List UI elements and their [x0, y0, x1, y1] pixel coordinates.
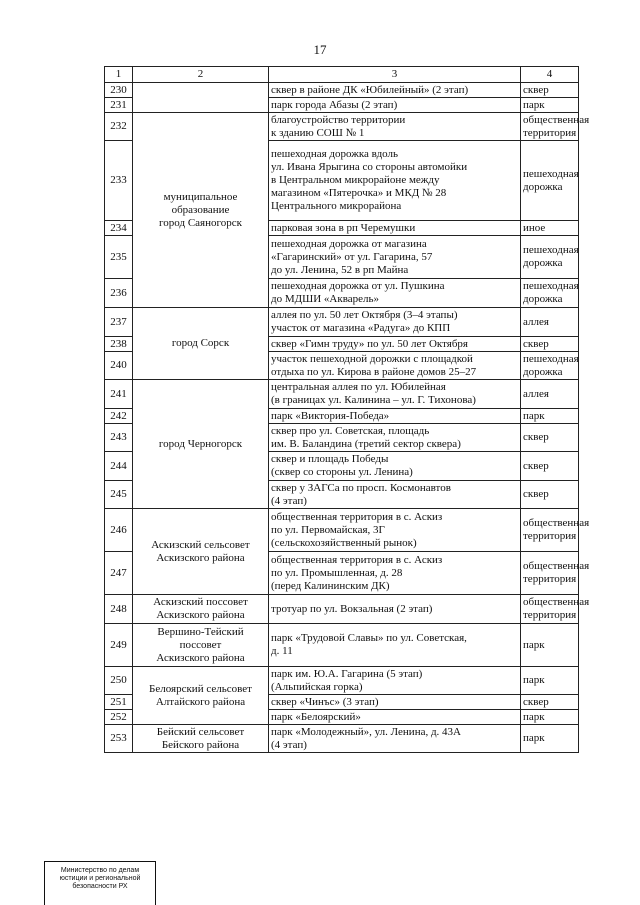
- header-cell-3: 3: [269, 67, 521, 83]
- row-number-cell: 230: [105, 83, 133, 98]
- object-name-cell: парк «Трудовой Славы» по ул. Советская, д. 11: [269, 624, 521, 667]
- header-cell-1: 1: [105, 67, 133, 83]
- object-type-cell: сквер: [521, 695, 579, 710]
- row-number-cell: 236: [105, 279, 133, 308]
- object-name-cell: парк «Виктория-Победа»: [269, 409, 521, 424]
- object-type-cell: общественная территория: [521, 552, 579, 595]
- table-row: [105, 595, 579, 624]
- municipality-cell: Белоярский сельсовет Алтайского района: [133, 667, 269, 725]
- object-name-cell: благоустройство территории к зданию СОШ № 1: [269, 113, 521, 141]
- row-number-cell: 234: [105, 221, 133, 236]
- municipality-cell: Аскизский поссовет Аскизского района: [133, 595, 269, 624]
- object-name-cell: общественная территория в с. Аскиз по ул. Первомайская, 3Г (сельскохозяйственный рынок): [269, 509, 521, 552]
- object-name-cell: парк «Белоярский»: [269, 710, 521, 725]
- object-name-cell: пешеходная дорожка от ул. Пушкина до МДШИ «Акварель»: [269, 279, 521, 308]
- object-type-cell: сквер: [521, 424, 579, 452]
- row-number-cell: 237: [105, 308, 133, 337]
- row-number-cell: 243: [105, 424, 133, 452]
- table-row: [105, 667, 579, 695]
- table-row: [105, 624, 579, 667]
- row-number-cell: 250: [105, 667, 133, 695]
- object-name-cell: сквер «Чинъс» (3 этап): [269, 695, 521, 710]
- row-number-cell: 246: [105, 509, 133, 552]
- object-type-cell: пешеходная дорожка: [521, 236, 579, 279]
- row-number-cell: 253: [105, 725, 133, 753]
- municipality-cell: Аскизский сельсовет Аскизского района: [133, 509, 269, 595]
- object-type-cell: парк: [521, 725, 579, 753]
- registry-table: [104, 66, 590, 753]
- object-name-cell: общественная территория в с. Аскиз по ул. Промышленная, д. 28 (перед Калининским ДК): [269, 552, 521, 595]
- row-number-cell: 238: [105, 337, 133, 352]
- row-number-cell: 241: [105, 380, 133, 409]
- object-type-cell: сквер: [521, 481, 579, 509]
- object-name-cell: аллея по ул. 50 лет Октября (3–4 этапы) участок от магазина «Радуга» до КПП: [269, 308, 521, 337]
- header-cell-4: 4: [521, 67, 579, 83]
- table-row: [105, 113, 579, 141]
- object-name-cell: парковая зона в рп Черемушки: [269, 221, 521, 236]
- object-name-cell: сквер «Гимн труду» по ул. 50 лет Октября: [269, 337, 521, 352]
- row-number-cell: 252: [105, 710, 133, 725]
- object-type-cell: иное: [521, 221, 579, 236]
- table-body: [105, 67, 590, 753]
- municipality-cell: муниципальное образование город Саяногорск: [133, 113, 269, 308]
- row-number-cell: 247: [105, 552, 133, 595]
- object-name-cell: пешеходная дорожка от магазина «Гагаринский» от ул. Гагарина, 57 до ул. Ленина, 52 в рп Майна: [269, 236, 521, 279]
- row-number-cell: 245: [105, 481, 133, 509]
- municipality-cell: Бейский сельсовет Бейского района: [133, 725, 269, 753]
- municipality-cell: город Черногорск: [133, 380, 269, 509]
- object-type-cell: парк: [521, 98, 579, 113]
- row-number-cell: 248: [105, 595, 133, 624]
- municipality-cell: [133, 83, 269, 113]
- municipality-cell: Вершино-Тейский поссовет Аскизского района: [133, 624, 269, 667]
- row-number-cell: 242: [105, 409, 133, 424]
- object-name-cell: сквер про ул. Советская, площадь им. В. Баландина (третий сектор сквера): [269, 424, 521, 452]
- object-type-cell: аллея: [521, 380, 579, 409]
- table-row: [105, 380, 579, 409]
- table-row: [105, 725, 579, 753]
- object-type-cell: сквер: [521, 83, 579, 98]
- object-name-cell: участок пешеходной дорожки с площадкой отдыха по ул. Кирова в районе домов 25–27: [269, 352, 521, 380]
- object-name-cell: сквер в районе ДК «Юбилейный» (2 этап): [269, 83, 521, 98]
- object-type-cell: пешеходная дорожка: [521, 141, 579, 221]
- object-type-cell: аллея: [521, 308, 579, 337]
- table-row: [105, 83, 579, 98]
- page-number: 17: [313, 42, 327, 57]
- object-name-cell: центральная аллея по ул. Юбилейная (в границах ул. Калинина – ул. Г. Тихонова): [269, 380, 521, 409]
- table-row: [105, 509, 579, 552]
- object-name-cell: парк им. Ю.А. Гагарина (5 этап) (Альпийская горка): [269, 667, 521, 695]
- row-number-cell: 244: [105, 452, 133, 481]
- row-number-cell: 235: [105, 236, 133, 279]
- object-type-cell: парк: [521, 624, 579, 667]
- row-number-cell: 251: [105, 695, 133, 710]
- object-type-cell: пешеходная дорожка: [521, 279, 579, 308]
- object-name-cell: парк города Абазы (2 этап): [269, 98, 521, 113]
- table-row: [105, 308, 579, 337]
- object-type-cell: парк: [521, 667, 579, 695]
- object-type-cell: парк: [521, 710, 579, 725]
- row-number-cell: 249: [105, 624, 133, 667]
- table-header-row: [105, 67, 579, 83]
- object-name-cell: сквер и площадь Победы (сквер со стороны ул. Ленина): [269, 452, 521, 481]
- ministry-stamp: Министерство по делам юстиции и региональной безопасности РХ: [44, 861, 156, 905]
- header-cell-2: 2: [133, 67, 269, 83]
- object-type-cell: сквер: [521, 452, 579, 481]
- object-type-cell: сквер: [521, 337, 579, 352]
- object-name-cell: тротуар по ул. Вокзальная (2 этап): [269, 595, 521, 624]
- object-type-cell: парк: [521, 409, 579, 424]
- object-type-cell: пешеходная дорожка: [521, 352, 579, 380]
- object-type-cell: общественная территория: [521, 509, 579, 552]
- row-number-cell: 233: [105, 141, 133, 221]
- object-name-cell: пешеходная дорожка вдоль ул. Ивана Ярыгина со стороны автомойки в Центральном микрорайоне между магазином «Пятерочка» и МКД № 28 Центрального микрорайона: [269, 141, 521, 221]
- row-number-cell: 232: [105, 113, 133, 141]
- object-name-cell: парк «Молодежный», ул. Ленина, д. 43А (4 этап): [269, 725, 521, 753]
- row-number-cell: 231: [105, 98, 133, 113]
- row-number-cell: 240: [105, 352, 133, 380]
- object-type-cell: общественная территория: [521, 113, 579, 141]
- municipality-cell: город Сорск: [133, 308, 269, 380]
- object-type-cell: общественная территория: [521, 595, 579, 624]
- object-name-cell: сквер у ЗАГСа по просп. Космонавтов (4 этап): [269, 481, 521, 509]
